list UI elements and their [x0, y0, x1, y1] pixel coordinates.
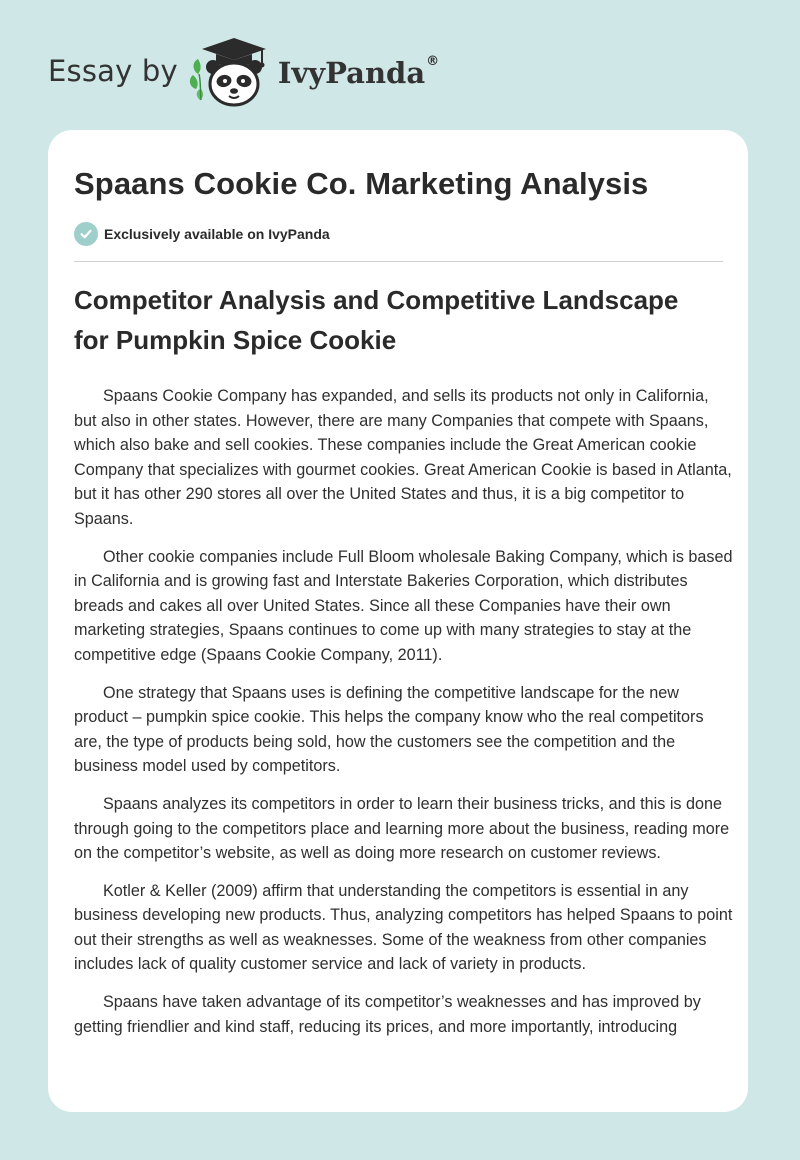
- essay-by-label: Essay by: [48, 54, 178, 88]
- paragraph: One strategy that Spaans uses is defining the competitive landscape for the new product – pumpkin spice cookie. This helps the company know who the real competitors are, the type of products being sold, how the customers see the competition and the business model used by competitors.: [74, 683, 704, 776]
- exclusive-label: Exclusively available on IvyPanda: [104, 226, 330, 242]
- brand-name: IvyPanda: [277, 56, 426, 90]
- essay-card: [48, 130, 748, 1112]
- page-title: Spaans Cookie Co. Marketing Analysis: [74, 166, 649, 201]
- exclusive-badge: [74, 222, 330, 246]
- section-heading: Competitor Analysis and Competitive Landscape for Pumpkin Spice Cookie: [74, 285, 679, 355]
- paragraph: Kotler & Keller (2009) affirm that understanding the competitors is essential in any business developing new products. Thus, analyzing competitors has helped Spaans to point out their strengths as well as weaknesses. Some of the weakness from other companies includes lack of quality customer service and lack of variety in products.: [74, 881, 733, 974]
- paragraph: Spaans Cookie Company has expanded, and sells its products not only in California, but also in other states. However, there are many Companies that compete with Spaans, which also bake and sell cookies. These companies include the Great American cookie Company that specializes with gourmet cookies. Great American Cookie is based in Atlanta, but it has other 290 stores all over the United States and thus, it is a big competitor to Spaans.: [74, 387, 732, 528]
- site-brand[interactable]: [48, 34, 439, 108]
- check-circle-icon: [74, 222, 98, 246]
- title-divider: [74, 261, 723, 262]
- paragraph: Other cookie companies include Full Bloom wholesale Baking Company, which is based in California and is growing fast and Interstate Bakeries Corporation, which distributes breads and cakes all over United States. Since all these Companies have their own marketing strategies, Spaans continues to come up with many strategies to stay at the competitive edge (Spaans Cookie Company, 2011).: [74, 547, 733, 664]
- essay-body: [74, 384, 734, 1052]
- registered-mark: ®: [426, 53, 440, 69]
- paragraph: Spaans analyzes its competitors in order to learn their business tricks, and this is done through going to the competitors place and learning more about the business, reading more on the competitor’s website, as well as doing more research on customer reviews.: [74, 794, 730, 863]
- panda-graduate-logo-icon: [188, 34, 274, 108]
- paragraph: Spaans have taken advantage of its competitor’s weaknesses and has improved by getting friendlier and kind staff, reducing its prices, and more importantly, introducing: [74, 993, 701, 1036]
